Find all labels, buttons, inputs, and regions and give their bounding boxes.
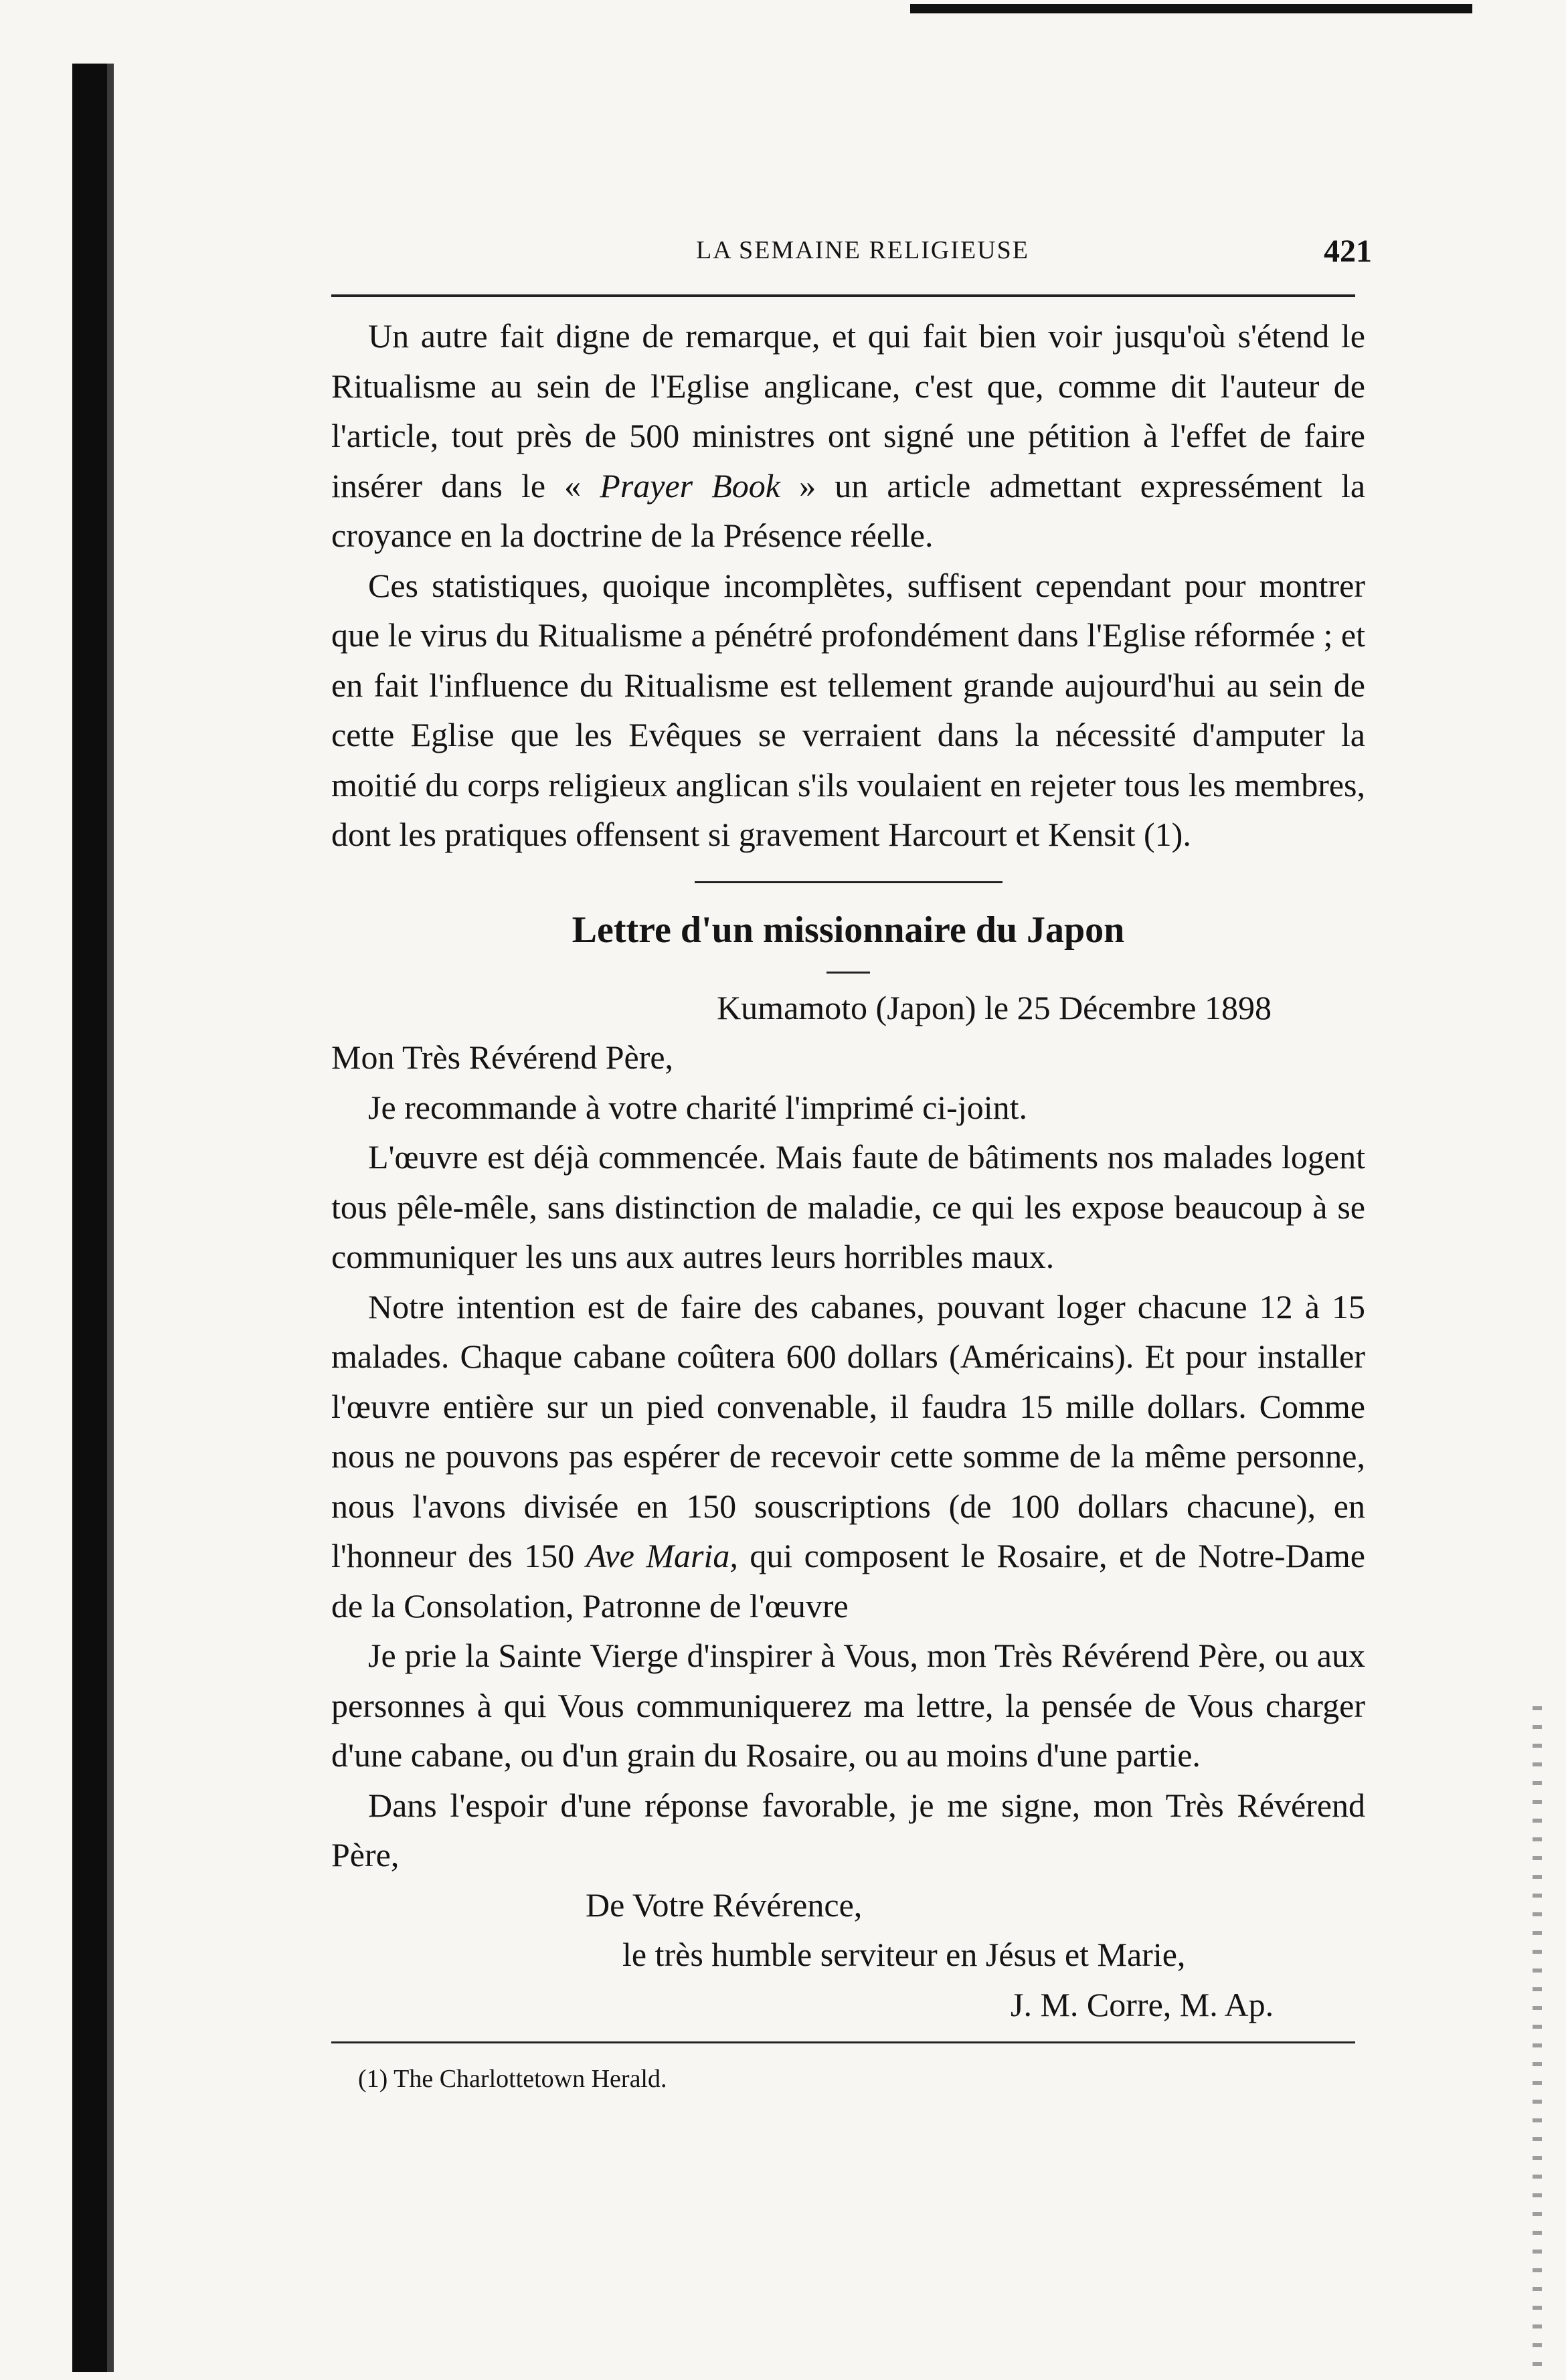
- body-p1-text: Un autre fait digne de remarque, et qui fait bien voir jusqu'où s'étend le Ritualisme au sein de l'Eglise anglicane, c'est que, comme dit l'auteur de l'article, tout près de 500 ministres ont signé une pétition à l'effet de faire insérer dans le «: [331, 317, 1365, 505]
- letter-paragraph-2: L'œuvre est déjà commencée. Mais faute de bâtiments nos malades logent tous pêle-mêle, sans distinction de maladie, ce qui les expose beaucoup à se communiquer les uns aux autres leurs horribles maux.: [331, 1138, 1365, 1275]
- header-rule: [331, 294, 1355, 297]
- letter-paragraph-3: [331, 1282, 1365, 1631]
- running-title: LA SEMAINE RELIGIEUSE: [696, 236, 1029, 264]
- page-body: [331, 311, 1365, 2096]
- body-paragraph-1: [331, 311, 1365, 561]
- prayer-book-italic: Prayer Book: [600, 466, 781, 505]
- letter-closing-2: le très humble serviteur en Jésus et Marie,: [622, 1936, 1186, 1973]
- letter-dateline: Kumamoto (Japon) le 25 Décembre 1898: [717, 988, 1272, 1026]
- scan-edge-noise: [1533, 1706, 1542, 2375]
- section-separator: [695, 881, 1003, 883]
- page-number: 421: [1324, 234, 1372, 269]
- footnote: (1) The Charlottetown Herald.: [358, 2065, 667, 2093]
- letter-paragraph-5: Dans l'espoir d'une réponse favorable, je me signe, mon Très Révérend Père,: [331, 1786, 1365, 1873]
- body-paragraph-2: Ces statistiques, quoique incomplètes, suffisent cependant pour montrer que le virus du Ritualisme a pénétré profondément dans l'Eglise réformée ; et en fait l'influence du Ritualisme est tellement grande aujourd'hui au sein de cette Eglise que les Evêques se verraient dans la nécessité d'amputer la moitié du corps religieux anglican s'ils voulaient en rejeter tous les membres, dont les pratiques offensent si gravement Harcourt et Kensit (1).: [331, 566, 1365, 853]
- body-p1-end: » un article admettant expressément la croyance en la doctrine de la Présence réelle.: [331, 466, 1366, 554]
- letter-closing-1: De Votre Révérence,: [586, 1886, 863, 1924]
- page-header: [331, 236, 1372, 276]
- letter-signature: J. M. Corre, M. Ap.: [1011, 1985, 1274, 2023]
- footnote-rule: [331, 2041, 1355, 2043]
- letter-p3-start: Notre intention est de faire des cabanes, pouvant loger chacune 12 à 15 malades. Chaque cabane coûtera 600 dollars (Américains). Et pour installer l'œuvre entière sur un pied convenable, il faudra 15 mille dollars. Comme nous ne pouvons pas espérer de recevoir cette somme de la même personne, nous l'avons divisée en 150 souscriptions (de 100 dollars chacune), en l'honneur des 150: [331, 1287, 1365, 1574]
- letter-paragraph-4: Je prie la Sainte Vierge d'inspirer à Vous, mon Très Révérend Père, ou aux personnes à qui Vous communiquerez ma lettre, la pensée de Vous charger d'une cabane, ou d'un grain du Rosaire, ou au moins d'une partie.: [331, 1637, 1365, 1774]
- letter-title: Lettre d'un missionnaire du Japon: [572, 909, 1125, 951]
- letter-salutation: Mon Très Révérend Père,: [331, 1038, 674, 1076]
- letter-p3-end: qui composent le Rosaire, et de Notre-Dame de la Consolation, Patronne de l'œuvre: [331, 1537, 1366, 1625]
- ave-maria-italic: Ave Maria,: [586, 1537, 738, 1574]
- scan-binding-edge: [72, 64, 107, 2372]
- top-scan-rule: [910, 4, 1472, 13]
- letter-paragraph-1: Je recommande à votre charité l'imprimé ci-joint.: [368, 1088, 1028, 1126]
- title-separator: [826, 972, 870, 974]
- scan-binding-shadow: [107, 64, 114, 2372]
